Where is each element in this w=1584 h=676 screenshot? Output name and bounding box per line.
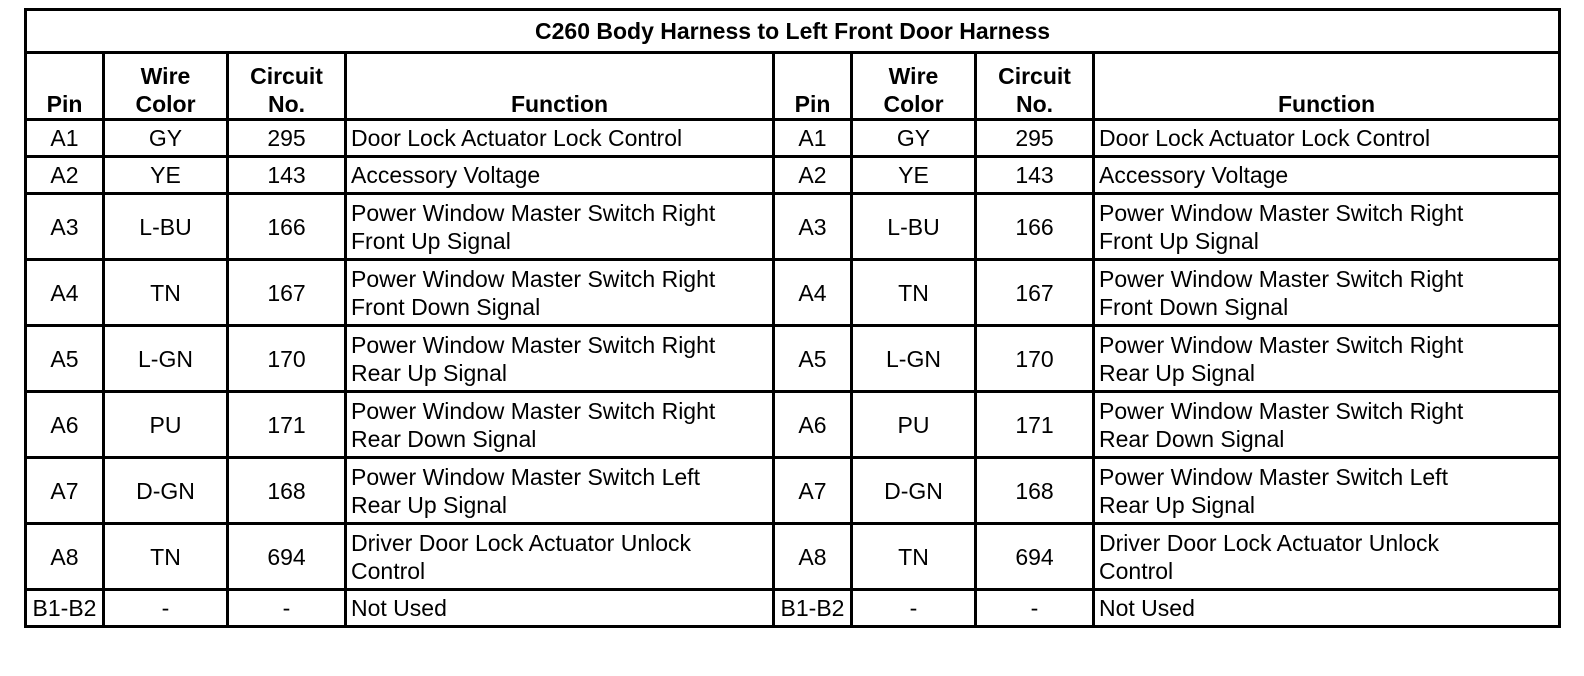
circuit-cell-right: 694	[976, 524, 1094, 590]
wire-color-cell-left: L-GN	[104, 326, 228, 392]
function-line: Power Window Master Switch Left	[1099, 463, 1448, 490]
pin-cell-left: A6	[26, 392, 104, 458]
wire-color-cell-right: -	[852, 590, 976, 627]
wire-color-cell-right: D-GN	[852, 458, 976, 524]
circuit-cell-left: 170	[228, 326, 346, 392]
function-cell-left	[346, 260, 774, 326]
header-wire-color-left: Wire Color	[104, 53, 228, 120]
table-row	[26, 326, 1560, 392]
function-line: Control	[1099, 557, 1174, 584]
function-cell-left	[346, 326, 774, 392]
wire-color-cell-left: PU	[104, 392, 228, 458]
pin-cell-right: A2	[774, 157, 852, 194]
table-row	[26, 120, 1560, 157]
circuit-cell-right: 171	[976, 392, 1094, 458]
function-line: Driver Door Lock Actuator Unlock	[1099, 529, 1440, 556]
pin-cell-left: A8	[26, 524, 104, 590]
function-cell-left	[346, 590, 774, 627]
pin-cell-left: A3	[26, 194, 104, 260]
function-line: Front Down Signal	[351, 293, 541, 320]
function-line: Power Window Master Switch Right	[351, 265, 716, 292]
wire-color-cell-right: YE	[852, 157, 976, 194]
circuit-cell-left: 143	[228, 157, 346, 194]
pin-cell-right: A3	[774, 194, 852, 260]
wire-color-cell-right: L-GN	[852, 326, 976, 392]
function-line: Accessory Voltage	[351, 162, 541, 188]
pin-cell-right: A4	[774, 260, 852, 326]
table-row	[26, 392, 1560, 458]
function-cell-right	[1094, 590, 1560, 627]
wire-color-cell-right: L-BU	[852, 194, 976, 260]
pin-cell-left: A5	[26, 326, 104, 392]
pin-cell-right: A1	[774, 120, 852, 157]
pin-cell-right: A6	[774, 392, 852, 458]
function-line: Front Down Signal	[1099, 293, 1289, 320]
function-line: Power Window Master Switch Right	[1099, 265, 1464, 292]
function-line: Door Lock Actuator Lock Control	[1099, 125, 1431, 151]
circuit-cell-left: 171	[228, 392, 346, 458]
wire-color-cell-right: TN	[852, 260, 976, 326]
pin-cell-left: A2	[26, 157, 104, 194]
header-function-right: Function	[1094, 53, 1560, 120]
circuit-cell-right: 170	[976, 326, 1094, 392]
function-line: Power Window Master Switch Right	[1099, 397, 1464, 424]
table-row	[26, 590, 1560, 627]
connector-table-wrapper	[24, 8, 1558, 628]
function-line: Driver Door Lock Actuator Unlock	[351, 529, 692, 556]
function-cell-right	[1094, 260, 1560, 326]
function-cell-right	[1094, 458, 1560, 524]
table-row	[26, 260, 1560, 326]
function-line: Power Window Master Switch Right	[1099, 199, 1464, 226]
function-line: Not Used	[351, 595, 447, 621]
table-row	[26, 458, 1560, 524]
table-title: C260 Body Harness to Left Front Door Harness	[26, 10, 1560, 53]
pin-cell-right: A8	[774, 524, 852, 590]
function-line: Rear Up Signal	[1099, 359, 1255, 386]
function-line: Power Window Master Switch Right	[1099, 331, 1464, 358]
wire-color-cell-right: PU	[852, 392, 976, 458]
table-row	[26, 157, 1560, 194]
table-row	[26, 524, 1560, 590]
pin-cell-left: B1-B2	[26, 590, 104, 627]
function-cell-right	[1094, 524, 1560, 590]
wire-color-cell-left: TN	[104, 260, 228, 326]
function-cell-right	[1094, 326, 1560, 392]
wire-color-cell-left: GY	[104, 120, 228, 157]
function-cell-left	[346, 194, 774, 260]
function-cell-left	[346, 524, 774, 590]
circuit-cell-left: -	[228, 590, 346, 627]
function-cell-left	[346, 157, 774, 194]
wire-color-cell-left: -	[104, 590, 228, 627]
pin-cell-left: A7	[26, 458, 104, 524]
pin-cell-right: A5	[774, 326, 852, 392]
function-line: Power Window Master Switch Left	[351, 463, 700, 490]
circuit-cell-right: 167	[976, 260, 1094, 326]
header-row	[26, 53, 1560, 120]
function-line: Power Window Master Switch Right	[351, 331, 716, 358]
pin-cell-left: A1	[26, 120, 104, 157]
function-line: Door Lock Actuator Lock Control	[351, 125, 683, 151]
function-line: Front Up Signal	[1099, 227, 1259, 254]
header-pin-right: Pin	[774, 53, 852, 120]
function-line: Accessory Voltage	[1099, 162, 1289, 188]
circuit-cell-right: 166	[976, 194, 1094, 260]
function-line: Rear Down Signal	[1099, 425, 1285, 452]
header-pin-left: Pin	[26, 53, 104, 120]
circuit-cell-right: 168	[976, 458, 1094, 524]
connector-table	[24, 8, 1561, 628]
wire-color-cell-right: GY	[852, 120, 976, 157]
header-circuit-no-right: Circuit No.	[976, 53, 1094, 120]
function-line: Power Window Master Switch Right	[351, 397, 716, 424]
header-function-left: Function	[346, 53, 774, 120]
function-cell-left	[346, 392, 774, 458]
function-cell-right	[1094, 392, 1560, 458]
function-cell-left	[346, 458, 774, 524]
function-cell-right	[1094, 157, 1560, 194]
wire-color-cell-left: TN	[104, 524, 228, 590]
pin-cell-left: A4	[26, 260, 104, 326]
header-circuit-no-left: Circuit No.	[228, 53, 346, 120]
circuit-cell-left: 166	[228, 194, 346, 260]
circuit-cell-left: 694	[228, 524, 346, 590]
pin-cell-right: A7	[774, 458, 852, 524]
function-cell-left	[346, 120, 774, 157]
function-cell-right	[1094, 120, 1560, 157]
circuit-cell-left: 167	[228, 260, 346, 326]
circuit-cell-right: 295	[976, 120, 1094, 157]
function-line: Rear Down Signal	[351, 425, 537, 452]
function-line: Front Up Signal	[351, 227, 511, 254]
header-wire-color-right: Wire Color	[852, 53, 976, 120]
wire-color-cell-left: YE	[104, 157, 228, 194]
pin-cell-right: B1-B2	[774, 590, 852, 627]
circuit-cell-left: 295	[228, 120, 346, 157]
wire-color-cell-right: TN	[852, 524, 976, 590]
function-line: Rear Up Signal	[351, 491, 507, 518]
circuit-cell-left: 168	[228, 458, 346, 524]
function-line: Rear Up Signal	[351, 359, 507, 386]
wire-color-cell-left: L-BU	[104, 194, 228, 260]
function-line: Control	[351, 557, 426, 584]
function-line: Not Used	[1099, 595, 1195, 621]
circuit-cell-right: 143	[976, 157, 1094, 194]
wire-color-cell-left: D-GN	[104, 458, 228, 524]
function-line: Power Window Master Switch Right	[351, 199, 716, 226]
table-row	[26, 194, 1560, 260]
function-line: Rear Up Signal	[1099, 491, 1255, 518]
function-cell-right	[1094, 194, 1560, 260]
circuit-cell-right: -	[976, 590, 1094, 627]
